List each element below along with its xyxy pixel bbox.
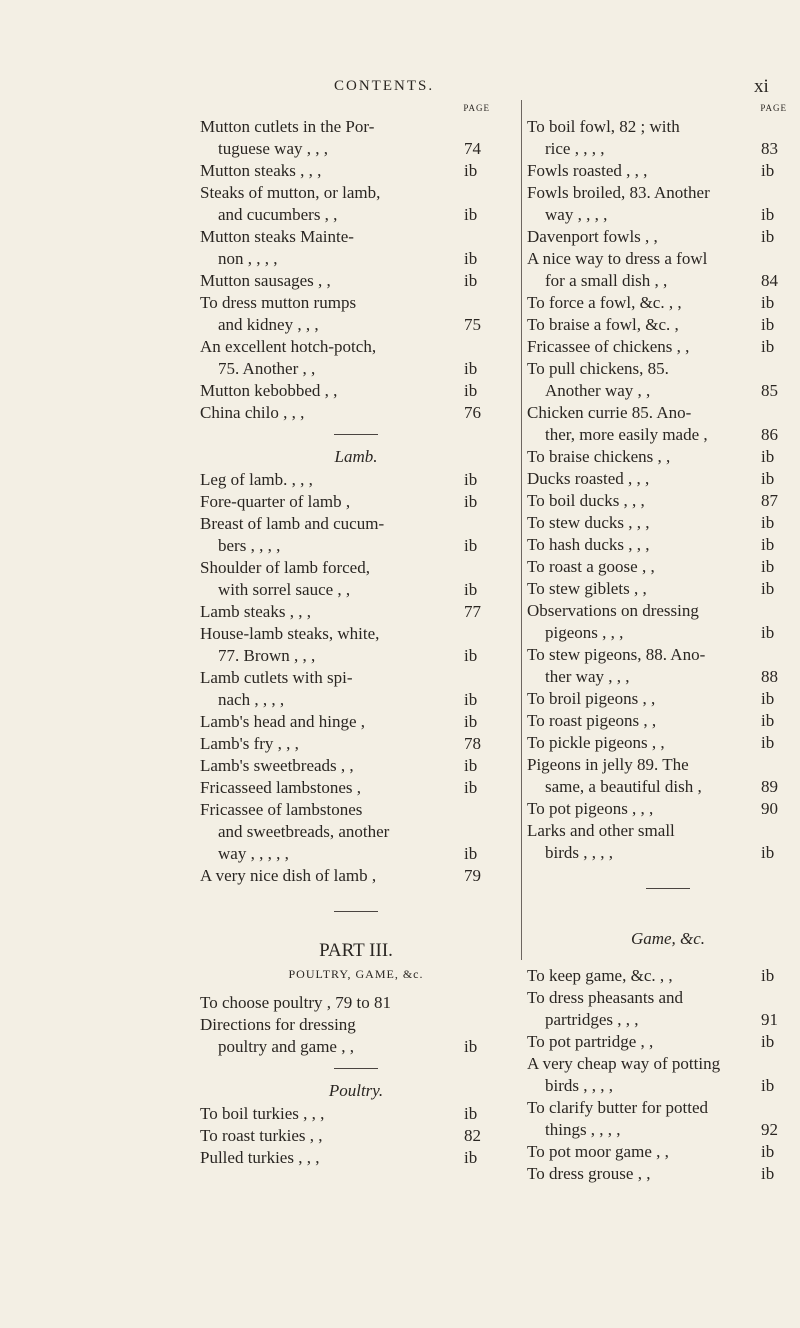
- entry-page-ref: ib: [761, 205, 775, 224]
- toc-entry: [527, 160, 800, 182]
- toc-entry: [527, 292, 800, 314]
- entry-text: Pigeons in jelly 89. The: [527, 755, 689, 774]
- entry-text: Pulled turkies , , ,: [200, 1148, 320, 1167]
- entry-text: To stew giblets , ,: [527, 579, 647, 598]
- entry-text: Lamb steaks , , ,: [200, 602, 311, 621]
- entry-page-ref: 74: [464, 139, 481, 158]
- toc-entry: [527, 1031, 800, 1053]
- entry-text: House-lamb steaks, white,: [200, 624, 380, 643]
- entry-page-ref: ib: [464, 756, 478, 775]
- entry-page-ref: ib: [464, 580, 478, 599]
- toc-entry: [527, 248, 800, 292]
- entry-text: Lamb cutlets with spi-: [200, 668, 353, 687]
- entry-page-ref: ib: [464, 1104, 478, 1123]
- entry-text: To hash ducks , , ,: [527, 535, 650, 554]
- entry-text: To boil turkies , , ,: [200, 1104, 325, 1123]
- entry-page-ref: 91: [761, 1010, 778, 1029]
- entry-text: To pot moor game , ,: [527, 1142, 669, 1161]
- entry-page-ref: ib: [464, 1037, 478, 1056]
- entry-text: Larks and other small: [527, 821, 675, 840]
- page-column-label: PAGE: [463, 103, 490, 113]
- entry-text: To dress mutton rumps: [200, 293, 357, 312]
- toc-entry: [527, 688, 800, 710]
- entry-text: and cucumbers , ,: [218, 205, 338, 224]
- entry-page-ref: 90: [761, 799, 778, 818]
- entry-page-ref: 89: [761, 777, 778, 796]
- entry-text: tuguese way , , ,: [218, 139, 329, 158]
- entry-page-ref: ib: [761, 1142, 775, 1161]
- toc-entry: [200, 799, 512, 865]
- section-rule: [334, 1068, 378, 1069]
- toc-entry: [200, 667, 512, 711]
- toc-entry: [200, 557, 512, 601]
- entry-page-ref: ib: [761, 689, 775, 708]
- entry-text: To force a fowl, &c. , ,: [527, 293, 682, 312]
- entry-text: Fore-quarter of lamb ,: [200, 492, 351, 511]
- toc-entry: [527, 1097, 800, 1141]
- entry-page-ref: 85: [761, 381, 778, 400]
- toc-entry: [200, 292, 512, 336]
- entry-text: A nice way to dress a fowl: [527, 249, 708, 268]
- toc-entry: [527, 732, 800, 754]
- toc-entry: [200, 380, 512, 402]
- entry-page-ref: ib: [464, 536, 478, 555]
- toc-entry: [200, 711, 512, 733]
- entry-page-ref: ib: [761, 161, 775, 180]
- entry-page-ref: ib: [761, 315, 775, 334]
- toc-entry: [527, 446, 800, 468]
- entry-text: To roast turkies , ,: [200, 1126, 323, 1145]
- entry-text: Steaks of mutton, or lamb,: [200, 183, 381, 202]
- toc-entry: [200, 226, 512, 270]
- entry-page-ref: 76: [464, 403, 481, 422]
- header-page-number: xi: [754, 76, 769, 97]
- toc-entry: [527, 116, 800, 160]
- entry-page-ref: ib: [761, 711, 775, 730]
- entry-text: Mutton cutlets in the Por-: [200, 117, 375, 136]
- entry-text: for a small dish , ,: [545, 271, 668, 290]
- part-subtitle: POULTRY, GAME, &c.: [288, 967, 424, 981]
- entry-text: Fricassee of chickens , ,: [527, 337, 690, 356]
- entry-text: To pot partridge , ,: [527, 1032, 654, 1051]
- entry-text: To braise a fowl, &c. ,: [527, 315, 679, 334]
- entry-text: To broil pigeons , ,: [527, 689, 656, 708]
- entry-text: To pot pigeons , , ,: [527, 799, 654, 818]
- entry-page-ref: ib: [464, 359, 478, 378]
- entry-page-ref: 83: [761, 139, 778, 158]
- entry-page-ref: ib: [761, 337, 775, 356]
- entry-text: 77. Brown , , ,: [218, 646, 316, 665]
- entry-page-ref: ib: [464, 712, 478, 731]
- section-heading-game: Game, &c.: [630, 929, 706, 948]
- entry-text: and sweetbreads, another: [218, 822, 390, 841]
- entry-page-ref: ib: [464, 492, 478, 511]
- entry-page-ref: 86: [761, 425, 778, 444]
- toc-entry: [527, 490, 800, 512]
- entry-text: Breast of lamb and cucum-: [200, 514, 385, 533]
- toc-entry: [200, 623, 512, 667]
- toc-entry: [200, 601, 512, 623]
- entry-page-ref: ib: [761, 513, 775, 532]
- toc-entry: [200, 270, 512, 292]
- entry-page-ref: ib: [464, 646, 478, 665]
- entry-text: To roast pigeons , ,: [527, 711, 657, 730]
- toc-entry: [527, 402, 800, 446]
- entry-page-ref: ib: [761, 1164, 775, 1183]
- entry-text: To roast a goose , ,: [527, 557, 655, 576]
- entry-text: China chilo , , ,: [200, 403, 305, 422]
- entry-text: To dress grouse , ,: [527, 1164, 651, 1183]
- toc-entry: [527, 468, 800, 490]
- entry-page-ref: 82: [464, 1126, 481, 1145]
- section-rule: [334, 434, 378, 435]
- entry-page-ref: ib: [761, 966, 775, 985]
- entry-page-ref: 78: [464, 734, 481, 753]
- entry-text: poultry and game , ,: [218, 1037, 354, 1056]
- entry-page-ref: ib: [761, 535, 775, 554]
- entry-page-ref: ib: [761, 447, 775, 466]
- toc-entry: [200, 777, 512, 799]
- entry-page-ref: ib: [761, 557, 775, 576]
- entry-page-ref: ib: [464, 778, 478, 797]
- entry-text: Observations on dressing: [527, 601, 699, 620]
- part-entries: [200, 992, 512, 1058]
- toc-entry: [527, 512, 800, 534]
- toc-entry: [527, 1053, 800, 1097]
- entry-text: nach , , , ,: [218, 690, 285, 709]
- entry-text: To stew pigeons, 88. Ano-: [527, 645, 706, 664]
- lamb-entries: [200, 469, 512, 887]
- toc-entry: [527, 820, 800, 864]
- toc-entry: [527, 987, 800, 1031]
- entry-text: Lamb's fry , , ,: [200, 734, 299, 753]
- entry-text: ther way , , ,: [545, 667, 630, 686]
- toc-entry: [527, 1163, 800, 1185]
- header-title: CONTENTS.: [334, 78, 435, 94]
- toc-entry: [200, 160, 512, 182]
- entry-text: 75. Another , ,: [218, 359, 316, 378]
- toc-entry: [527, 1141, 800, 1163]
- entry-text: way , , , , ,: [218, 844, 289, 863]
- toc-entry: [527, 754, 800, 798]
- left-column: [200, 100, 512, 1169]
- entry-text: To boil fowl, 82 ; with: [527, 117, 680, 136]
- entry-text: Fowls roasted , , ,: [527, 161, 648, 180]
- entry-text: Mutton steaks Mainte-: [200, 227, 354, 246]
- entry-page-ref: 87: [761, 491, 778, 510]
- entry-text: things , , , ,: [545, 1120, 621, 1139]
- entry-page-ref: ib: [464, 381, 478, 400]
- toc-entry: [200, 116, 512, 160]
- toc-entry: [200, 1147, 512, 1169]
- entry-page-ref: 92: [761, 1120, 778, 1139]
- toc-entry: [527, 358, 800, 402]
- entry-text: Chicken currie 85. Ano-: [527, 403, 692, 422]
- entry-text: Shoulder of lamb forced,: [200, 558, 370, 577]
- toc-entry: [527, 336, 800, 358]
- entry-text: Mutton kebobbed , ,: [200, 381, 338, 400]
- entry-text: Lamb's sweetbreads , ,: [200, 756, 354, 775]
- toc-entry: [200, 865, 512, 887]
- entry-text: Fowls broiled, 83. Another: [527, 183, 710, 202]
- entry-text: Another way , ,: [545, 381, 651, 400]
- entry-text: A very nice dish of lamb ,: [200, 866, 377, 885]
- entry-text: To pull chickens, 85.: [527, 359, 669, 378]
- entry-text: birds , , , ,: [545, 1076, 613, 1095]
- toc-entry: [527, 710, 800, 732]
- entry-page-ref: ib: [464, 271, 478, 290]
- entry-page-ref: ib: [464, 844, 478, 863]
- entry-page-ref: ib: [464, 161, 478, 180]
- entry-page-ref: 88: [761, 667, 778, 686]
- toc-entry: [200, 402, 512, 424]
- toc-entry: [527, 534, 800, 556]
- entry-text: with sorrel sauce , ,: [218, 580, 351, 599]
- entry-text: ther, more easily made ,: [545, 425, 708, 444]
- toc-entry: [200, 1125, 512, 1147]
- toc-entry: [200, 755, 512, 777]
- entry-text: Ducks roasted , , ,: [527, 469, 650, 488]
- entry-page-ref: ib: [761, 469, 775, 488]
- entry-page-ref: ib: [464, 1148, 478, 1167]
- entry-text: Mutton sausages , ,: [200, 271, 331, 290]
- entry-text: way , , , ,: [545, 205, 608, 224]
- entry-text: Directions for dressing: [200, 1015, 356, 1034]
- section-rule: [334, 911, 378, 912]
- toc-entry: [527, 644, 800, 688]
- entry-page-ref: ib: [761, 579, 775, 598]
- entry-text: Fricasseed lambstones ,: [200, 778, 361, 797]
- entry-text: Lamb's head and hinge ,: [200, 712, 365, 731]
- entry-text: To braise chickens , ,: [527, 447, 671, 466]
- entry-text: rice , , , ,: [545, 139, 605, 158]
- entry-page-ref: ib: [761, 1076, 775, 1095]
- entry-page-ref: ib: [464, 249, 478, 268]
- entry-text: To pickle pigeons , ,: [527, 733, 665, 752]
- entry-page-ref: 79: [464, 866, 481, 885]
- toc-entry: [200, 1103, 512, 1125]
- toc-entry: [527, 226, 800, 248]
- toc-entry: [527, 182, 800, 226]
- toc-entry: [527, 600, 800, 644]
- toc-entry: [200, 491, 512, 513]
- toc-entry: [527, 965, 800, 987]
- entry-page-ref: ib: [464, 690, 478, 709]
- entry-text: To boil ducks , , ,: [527, 491, 645, 510]
- entry-text: To keep game, &c. , ,: [527, 966, 673, 985]
- toc-entry: [527, 314, 800, 336]
- entry-text: partridges , , ,: [545, 1010, 639, 1029]
- entry-page-ref: ib: [761, 733, 775, 752]
- entry-text: non , , , ,: [218, 249, 278, 268]
- toc-entry: [200, 182, 512, 226]
- entry-text: To dress pheasants and: [527, 988, 684, 1007]
- section-rule: [646, 888, 690, 889]
- toc-entry: [200, 513, 512, 557]
- toc-entry: [200, 733, 512, 755]
- toc-entry: [200, 469, 512, 491]
- entry-page-ref: 84: [761, 271, 778, 290]
- entry-page-ref: 75: [464, 315, 481, 334]
- poultry-entries: [200, 1103, 512, 1169]
- entry-page-ref: ib: [761, 623, 775, 642]
- entry-page-ref: ib: [761, 293, 775, 312]
- section-heading-lamb: Lamb.: [334, 447, 378, 466]
- mutton-entries: [200, 116, 512, 424]
- entry-text: and kidney , , ,: [218, 315, 319, 334]
- entry-text: bers , , , ,: [218, 536, 281, 555]
- entry-text: An excellent hotch-potch,: [200, 337, 377, 356]
- entry-text: To stew ducks , , ,: [527, 513, 650, 532]
- entry-text: A very cheap way of potting: [527, 1054, 721, 1073]
- entry-text: birds , , , ,: [545, 843, 613, 862]
- part-title: PART III.: [319, 940, 393, 961]
- toc-entry: [527, 578, 800, 600]
- section-heading-poultry: Poultry.: [328, 1081, 384, 1100]
- entry-page-ref: ib: [464, 205, 478, 224]
- entry-page-ref: ib: [464, 470, 478, 489]
- toc-entry: [527, 798, 800, 820]
- entry-text: Fricassee of lambstones: [200, 800, 363, 819]
- entry-text: pigeons , , ,: [545, 623, 624, 642]
- game-entries: [527, 965, 800, 1185]
- toc-entry: [527, 556, 800, 578]
- entry-text: Mutton steaks , , ,: [200, 161, 322, 180]
- toc-entry: [200, 992, 512, 1014]
- entry-text: To clarify butter for potted: [527, 1098, 709, 1117]
- page-column-label: PAGE: [760, 103, 787, 113]
- entry-page-ref: ib: [761, 227, 775, 246]
- entry-page-ref: 77: [464, 602, 481, 621]
- entry-text: Davenport fowls , ,: [527, 227, 658, 246]
- entry-text: To choose poultry , 79 to 81: [200, 993, 391, 1012]
- entry-page-ref: ib: [761, 843, 775, 862]
- right-column: [521, 100, 800, 1183]
- toc-entry: [200, 336, 512, 380]
- entry-page-ref: ib: [761, 1032, 775, 1051]
- entry-text: Leg of lamb. , , ,: [200, 470, 313, 489]
- fowl-entries: [527, 116, 800, 864]
- entry-text: same, a beautiful dish ,: [545, 777, 702, 796]
- toc-entry: [200, 1014, 512, 1058]
